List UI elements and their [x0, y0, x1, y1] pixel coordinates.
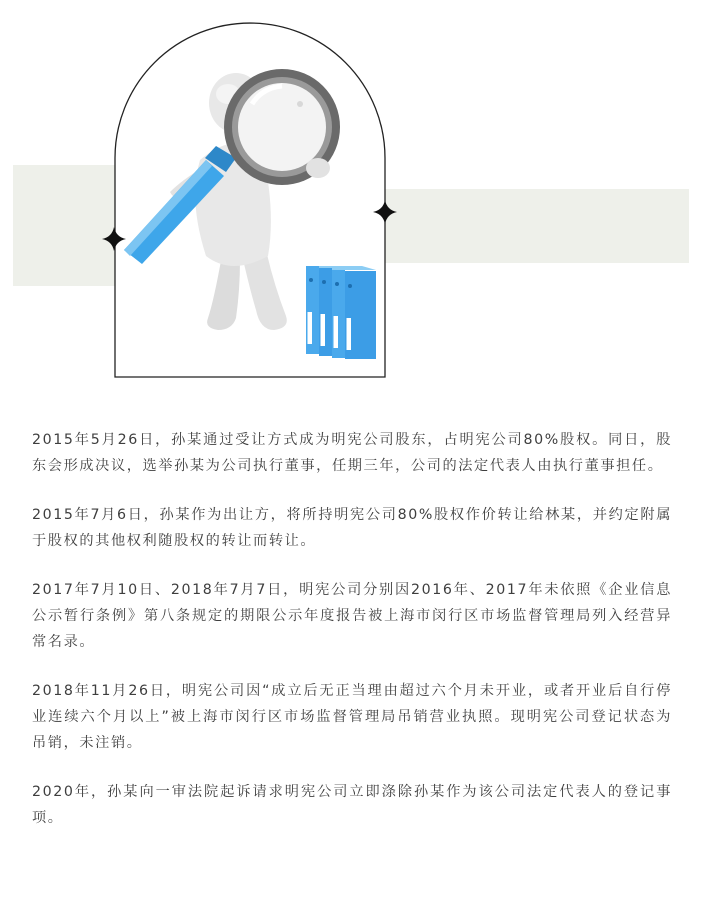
article-body — [32, 427, 672, 854]
paragraph-1: 2015年5月26日，孙某通过受让方式成为明宪公司股东，占明宪公司80%股权。同日，股东会形成决议，选举孙某为公司执行董事，任期三年，公司的法定代表人由执行董事担任。 — [32, 432, 672, 474]
paragraph-2: 2015年7月6日，孙某作为出让方，将所持明宪公司80%股权作价转让给林某，并约定附属于股权的其他权利随股权的转让而转让。 — [32, 507, 672, 549]
paragraph-4: 2018年11月26日，明宪公司因“成立后无正当理由超过六个月未开业，或者开业后自行停业连续六个月以上”被上海市闵行区市场监督管理局吊销营业执照。现明宪公司登记状态为吊销，未注销。 — [32, 683, 672, 751]
header-illustration — [0, 0, 714, 400]
binders-icon — [306, 266, 376, 359]
paragraph-5: 2020年，孙某向一审法院起诉请求明宪公司立即涤除孙某作为该公司法定代表人的登记事项。 — [32, 784, 672, 826]
paragraph-3: 2017年7月10日、2018年7月7日，明宪公司分别因2016年、2017年未依照《企业信息公示暂行条例》第八条规定的期限公示年度报告被上海市闵行区市场监督管理局列入经营异常名录。 — [32, 582, 672, 650]
